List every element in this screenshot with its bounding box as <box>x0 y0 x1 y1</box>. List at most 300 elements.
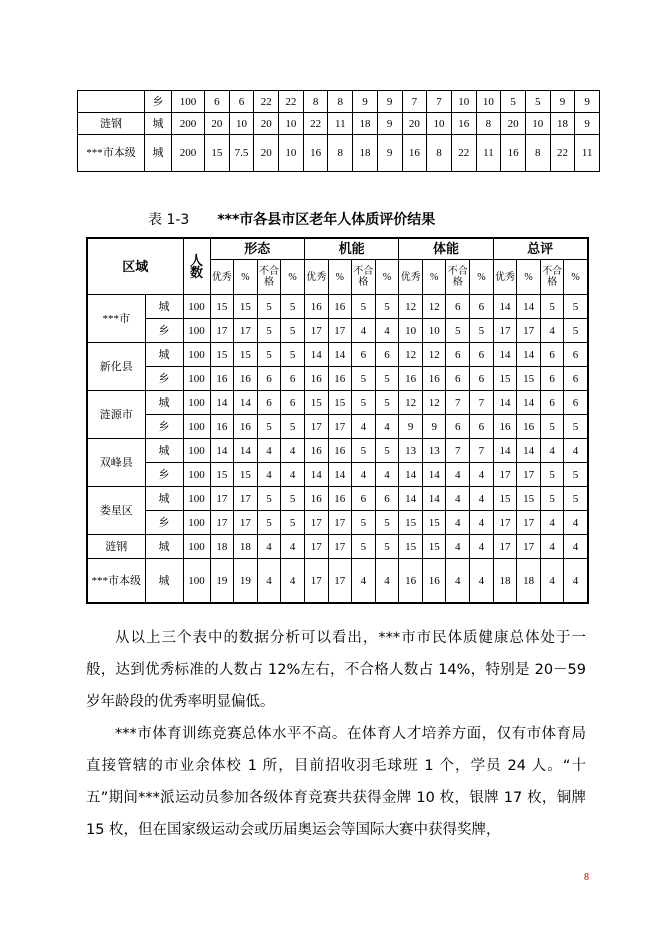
header-sub-cell: % <box>234 260 258 295</box>
value-cell: 100 <box>172 91 205 113</box>
value-cell: 4 <box>564 511 588 535</box>
value-cell: 4 <box>257 559 281 604</box>
value-cell: 7 <box>427 91 452 113</box>
value-cell: 11 <box>476 135 501 172</box>
value-cell: 5 <box>540 295 564 319</box>
header-sub-cell: 不合格 <box>446 260 470 295</box>
header-group-morphology: 形态 <box>210 238 304 260</box>
value-cell: 22 <box>451 135 476 172</box>
value-cell: 17 <box>328 535 352 559</box>
value-cell: 100 <box>183 295 210 319</box>
value-cell: 5 <box>257 487 281 511</box>
value-cell: 5 <box>352 439 376 463</box>
value-cell: 100 <box>183 319 210 343</box>
region-cell: 新化县 <box>87 343 145 391</box>
header-sub-cell: 优秀 <box>304 260 328 295</box>
value-cell: 8 <box>328 91 353 113</box>
value-cell: 5 <box>352 511 376 535</box>
value-cell: 100 <box>183 487 210 511</box>
value-cell: 16 <box>210 415 234 439</box>
value-cell: 13 <box>399 439 423 463</box>
table-row <box>87 391 588 415</box>
region-cell: ***市 <box>87 295 145 343</box>
value-cell: 22 <box>279 91 304 113</box>
table-row <box>87 535 588 559</box>
value-cell: 9 <box>399 415 423 439</box>
value-cell: 6 <box>540 367 564 391</box>
value-cell: 16 <box>304 295 328 319</box>
value-cell: 6 <box>540 343 564 367</box>
value-cell: 6 <box>470 367 494 391</box>
value-cell: 16 <box>501 135 526 172</box>
table-row <box>87 439 588 463</box>
value-cell: 7 <box>402 91 427 113</box>
value-cell: 16 <box>304 367 328 391</box>
value-cell: 17 <box>304 535 328 559</box>
value-cell: 13 <box>422 439 446 463</box>
value-cell: 5 <box>375 391 399 415</box>
value-cell: 5 <box>564 295 588 319</box>
value-cell: 9 <box>422 415 446 439</box>
value-cell: 5 <box>352 367 376 391</box>
value-cell: 11 <box>328 113 353 135</box>
value-cell: 16 <box>328 295 352 319</box>
table-caption <box>148 209 435 229</box>
header-sub-cell: % <box>328 260 352 295</box>
value-cell: 16 <box>304 487 328 511</box>
value-cell: 15 <box>328 391 352 415</box>
value-cell: 14 <box>328 463 352 487</box>
type-cell: 乡 <box>145 319 183 343</box>
value-cell: 6 <box>446 367 470 391</box>
type-cell: 城 <box>145 559 183 604</box>
header-sub-cell: 优秀 <box>493 260 517 295</box>
value-cell: 22 <box>254 91 279 113</box>
value-cell: 18 <box>517 559 541 604</box>
value-cell: 15 <box>210 343 234 367</box>
value-cell: 5 <box>257 511 281 535</box>
value-cell: 6 <box>564 343 588 367</box>
value-cell: 5 <box>375 295 399 319</box>
header-sub-cell: 不合格 <box>540 260 564 295</box>
value-cell: 15 <box>517 367 541 391</box>
value-cell: 15 <box>210 463 234 487</box>
value-cell: 5 <box>540 415 564 439</box>
value-cell: 100 <box>183 535 210 559</box>
value-cell: 15 <box>210 295 234 319</box>
value-cell: 4 <box>281 559 305 604</box>
table-row <box>87 559 588 604</box>
header-group-overall: 总评 <box>493 238 587 260</box>
header-sub-cell: % <box>564 260 588 295</box>
value-cell: 9 <box>353 91 378 113</box>
table-title: ***市各县市区老年人体质评价结果 <box>217 212 436 228</box>
value-cell: 100 <box>183 559 210 604</box>
value-cell: 6 <box>540 391 564 415</box>
value-cell: 4 <box>375 463 399 487</box>
value-cell: 17 <box>304 559 328 604</box>
region-cell <box>78 91 145 113</box>
value-cell: 4 <box>446 535 470 559</box>
value-cell: 17 <box>210 319 234 343</box>
table-row <box>87 295 588 319</box>
value-cell: 4 <box>470 463 494 487</box>
type-cell: 乡 <box>145 91 172 113</box>
value-cell: 16 <box>304 439 328 463</box>
elderly-fitness-table <box>86 237 589 604</box>
value-cell: 12 <box>399 343 423 367</box>
value-cell: 8 <box>328 135 353 172</box>
value-cell: 20 <box>205 113 230 135</box>
value-cell: 4 <box>446 487 470 511</box>
table-row <box>87 463 588 487</box>
value-cell: 14 <box>399 463 423 487</box>
value-cell: 5 <box>564 319 588 343</box>
value-cell: 15 <box>234 343 258 367</box>
value-cell: 17 <box>328 319 352 343</box>
value-cell: 16 <box>493 415 517 439</box>
table-row <box>87 487 588 511</box>
value-cell: 17 <box>328 559 352 604</box>
value-cell: 17 <box>234 319 258 343</box>
value-cell: 6 <box>281 367 305 391</box>
value-cell: 4 <box>375 319 399 343</box>
value-cell: 18 <box>234 535 258 559</box>
value-cell: 6 <box>205 91 230 113</box>
value-cell: 14 <box>517 295 541 319</box>
type-cell: 城 <box>145 391 183 415</box>
header-sub-cell: 不合格 <box>352 260 376 295</box>
value-cell: 4 <box>446 511 470 535</box>
value-cell: 14 <box>493 391 517 415</box>
value-cell: 11 <box>575 135 600 172</box>
value-cell: 6 <box>470 343 494 367</box>
header-sub-cell: 不合格 <box>257 260 281 295</box>
value-cell: 15 <box>399 535 423 559</box>
value-cell: 14 <box>210 391 234 415</box>
header-sub-cell: 优秀 <box>210 260 234 295</box>
value-cell: 5 <box>540 487 564 511</box>
value-cell: 16 <box>328 439 352 463</box>
value-cell: 4 <box>281 535 305 559</box>
type-cell: 城 <box>145 439 183 463</box>
value-cell: 17 <box>210 511 234 535</box>
value-cell: 15 <box>234 463 258 487</box>
value-cell: 16 <box>399 367 423 391</box>
header-count-text: 人数 <box>190 252 204 280</box>
value-cell: 4 <box>257 463 281 487</box>
value-cell: 5 <box>281 319 305 343</box>
elderly-fitness-table-body <box>87 295 588 604</box>
value-cell: 10 <box>399 319 423 343</box>
type-cell: 乡 <box>145 415 183 439</box>
value-cell: 9 <box>377 91 402 113</box>
value-cell: 16 <box>328 487 352 511</box>
value-cell: 100 <box>183 391 210 415</box>
value-cell: 200 <box>172 113 205 135</box>
value-cell: 4 <box>352 415 376 439</box>
value-cell: 20 <box>501 113 526 135</box>
value-cell: 10 <box>279 113 304 135</box>
value-cell: 4 <box>470 559 494 604</box>
value-cell: 5 <box>352 535 376 559</box>
value-cell: 5 <box>257 415 281 439</box>
value-cell: 16 <box>210 367 234 391</box>
region-cell: 涟钢 <box>78 113 145 135</box>
region-cell: ***市本级 <box>87 559 145 604</box>
header-row-groups <box>87 238 588 260</box>
value-cell: 22 <box>550 135 575 172</box>
region-cell: 娄星区 <box>87 487 145 535</box>
type-cell: 城 <box>145 113 172 135</box>
value-cell: 12 <box>422 391 446 415</box>
value-cell: 14 <box>234 391 258 415</box>
value-cell: 15 <box>304 391 328 415</box>
value-cell: 4 <box>281 463 305 487</box>
value-cell: 6 <box>375 343 399 367</box>
region-cell: ***市本级 <box>78 135 145 172</box>
value-cell: 17 <box>517 319 541 343</box>
region-cell: 涟钢 <box>87 535 145 559</box>
value-cell: 16 <box>399 559 423 604</box>
value-cell: 6 <box>257 367 281 391</box>
value-cell: 9 <box>550 91 575 113</box>
value-cell: 4 <box>564 559 588 604</box>
header-sub-cell: % <box>517 260 541 295</box>
value-cell: 4 <box>375 559 399 604</box>
header-count <box>183 238 210 295</box>
value-cell: 100 <box>183 367 210 391</box>
value-cell: 6 <box>470 295 494 319</box>
value-cell: 16 <box>303 135 328 172</box>
value-cell: 10 <box>427 113 452 135</box>
value-cell: 16 <box>422 367 446 391</box>
value-cell: 15 <box>517 487 541 511</box>
value-cell: 6 <box>257 391 281 415</box>
value-cell: 4 <box>540 439 564 463</box>
value-cell: 5 <box>470 319 494 343</box>
value-cell: 4 <box>352 559 376 604</box>
value-cell: 17 <box>234 511 258 535</box>
value-cell: 4 <box>257 535 281 559</box>
value-cell: 17 <box>517 463 541 487</box>
type-cell: 乡 <box>145 463 183 487</box>
value-cell: 19 <box>210 559 234 604</box>
value-cell: 15 <box>422 535 446 559</box>
value-cell: 9 <box>575 113 600 135</box>
value-cell: 14 <box>234 439 258 463</box>
type-cell: 城 <box>145 343 183 367</box>
value-cell: 8 <box>476 113 501 135</box>
value-cell: 6 <box>229 91 254 113</box>
header-sub-cell: % <box>422 260 446 295</box>
value-cell: 14 <box>422 487 446 511</box>
region-cell: 涟源市 <box>87 391 145 439</box>
value-cell: 22 <box>303 113 328 135</box>
value-cell: 200 <box>172 135 205 172</box>
value-cell: 4 <box>352 463 376 487</box>
value-cell: 100 <box>183 463 210 487</box>
value-cell: 16 <box>402 135 427 172</box>
table-number: 表 1-3 <box>148 212 190 228</box>
table-row <box>78 91 600 113</box>
value-cell: 6 <box>352 487 376 511</box>
type-cell: 城 <box>145 487 183 511</box>
value-cell: 4 <box>470 487 494 511</box>
value-cell: 18 <box>550 113 575 135</box>
value-cell: 12 <box>422 343 446 367</box>
value-cell: 5 <box>564 415 588 439</box>
value-cell: 5 <box>281 511 305 535</box>
value-cell: 6 <box>564 391 588 415</box>
value-cell: 16 <box>328 367 352 391</box>
value-cell: 16 <box>234 367 258 391</box>
value-cell: 100 <box>183 511 210 535</box>
value-cell: 4 <box>281 439 305 463</box>
value-cell: 14 <box>422 463 446 487</box>
value-cell: 4 <box>446 559 470 604</box>
value-cell: 15 <box>205 135 230 172</box>
value-cell: 18 <box>353 135 378 172</box>
table-row <box>87 367 588 391</box>
value-cell: 7 <box>446 391 470 415</box>
table-row <box>78 135 600 172</box>
value-cell: 14 <box>328 343 352 367</box>
value-cell: 4 <box>540 511 564 535</box>
type-cell: 城 <box>145 295 183 319</box>
value-cell: 4 <box>470 511 494 535</box>
value-cell: 5 <box>281 415 305 439</box>
value-cell: 10 <box>451 91 476 113</box>
value-cell: 18 <box>210 535 234 559</box>
header-sub-cell: 优秀 <box>399 260 423 295</box>
value-cell: 5 <box>281 487 305 511</box>
table-row <box>87 415 588 439</box>
value-cell: 5 <box>352 295 376 319</box>
value-cell: 6 <box>446 343 470 367</box>
value-cell: 4 <box>470 535 494 559</box>
value-cell: 5 <box>375 511 399 535</box>
value-cell: 17 <box>210 487 234 511</box>
value-cell: 9 <box>377 135 402 172</box>
value-cell: 19 <box>234 559 258 604</box>
value-cell: 5 <box>375 367 399 391</box>
value-cell: 5 <box>375 439 399 463</box>
value-cell: 14 <box>493 295 517 319</box>
value-cell: 7 <box>470 439 494 463</box>
value-cell: 4 <box>446 463 470 487</box>
value-cell: 15 <box>234 295 258 319</box>
table-row <box>78 113 600 135</box>
value-cell: 6 <box>446 415 470 439</box>
paragraph-2: ***市体育训练竞赛总体水平不高。在体育人才培养方面，仅有市体育局直接管辖的市业余体校 1 所，目前招收羽毛球班 1 个，学员 24 人。“十五”期间***派运动员参加各级体育竞赛共获得金牌 10 枚，银牌 17 枚，铜牌 15 枚，但在国家级运动会或历届奥运会等国际大赛中获得奖牌， <box>86 726 586 838</box>
value-cell: 14 <box>210 439 234 463</box>
value-cell: 14 <box>517 439 541 463</box>
value-cell: 6 <box>352 343 376 367</box>
header-sub-cell: % <box>470 260 494 295</box>
paragraph-1: 从以上三个表中的数据分析可以看出，***市市民体质健康总体处于一般，达到优秀标准的人数占 12%左右，不合格人数占 14%，特别是 20－59 岁年龄段的优秀率明显偏低。 <box>86 630 586 710</box>
header-sub-cell: % <box>375 260 399 295</box>
value-cell: 100 <box>183 343 210 367</box>
value-cell: 9 <box>377 113 402 135</box>
type-cell: 城 <box>145 535 183 559</box>
value-cell: 17 <box>517 535 541 559</box>
value-cell: 100 <box>183 439 210 463</box>
analysis-text <box>86 622 586 846</box>
value-cell: 17 <box>304 511 328 535</box>
value-cell: 14 <box>304 463 328 487</box>
table-row <box>87 343 588 367</box>
value-cell: 7 <box>470 391 494 415</box>
region-cell: 双峰县 <box>87 439 145 487</box>
value-cell: 17 <box>328 511 352 535</box>
value-cell: 4 <box>540 559 564 604</box>
value-cell: 5 <box>564 463 588 487</box>
value-cell: 10 <box>229 113 254 135</box>
value-cell: 5 <box>281 343 305 367</box>
value-cell: 14 <box>517 343 541 367</box>
value-cell: 8 <box>303 91 328 113</box>
value-cell: 17 <box>493 319 517 343</box>
value-cell: 4 <box>257 439 281 463</box>
value-cell: 4 <box>352 319 376 343</box>
value-cell: 10 <box>476 91 501 113</box>
value-cell: 5 <box>525 91 550 113</box>
value-cell: 17 <box>517 511 541 535</box>
value-cell: 16 <box>234 415 258 439</box>
value-cell: 6 <box>375 487 399 511</box>
value-cell: 16 <box>451 113 476 135</box>
value-cell: 5 <box>375 535 399 559</box>
value-cell: 10 <box>422 319 446 343</box>
value-cell: 4 <box>564 439 588 463</box>
value-cell: 15 <box>493 367 517 391</box>
value-cell: 10 <box>525 113 550 135</box>
value-cell: 15 <box>422 511 446 535</box>
value-cell: 5 <box>281 295 305 319</box>
value-cell: 5 <box>257 343 281 367</box>
value-cell: 6 <box>470 415 494 439</box>
header-sub-cell: % <box>281 260 305 295</box>
continued-table-body <box>78 91 600 172</box>
value-cell: 4 <box>564 535 588 559</box>
value-cell: 16 <box>517 415 541 439</box>
value-cell: 4 <box>540 535 564 559</box>
value-cell: 17 <box>328 415 352 439</box>
value-cell: 7 <box>446 439 470 463</box>
header-region: 区域 <box>87 238 183 295</box>
type-cell: 城 <box>145 135 172 172</box>
value-cell: 7.5 <box>229 135 254 172</box>
value-cell: 8 <box>525 135 550 172</box>
value-cell: 5 <box>352 391 376 415</box>
value-cell: 15 <box>399 511 423 535</box>
value-cell: 17 <box>304 415 328 439</box>
value-cell: 5 <box>257 295 281 319</box>
table-row <box>87 319 588 343</box>
value-cell: 18 <box>353 113 378 135</box>
value-cell: 18 <box>493 559 517 604</box>
value-cell: 17 <box>304 319 328 343</box>
value-cell: 10 <box>279 135 304 172</box>
value-cell: 4 <box>540 319 564 343</box>
value-cell: 12 <box>399 391 423 415</box>
value-cell: 17 <box>493 463 517 487</box>
value-cell: 5 <box>257 319 281 343</box>
value-cell: 5 <box>564 487 588 511</box>
value-cell: 9 <box>575 91 600 113</box>
value-cell: 6 <box>446 295 470 319</box>
